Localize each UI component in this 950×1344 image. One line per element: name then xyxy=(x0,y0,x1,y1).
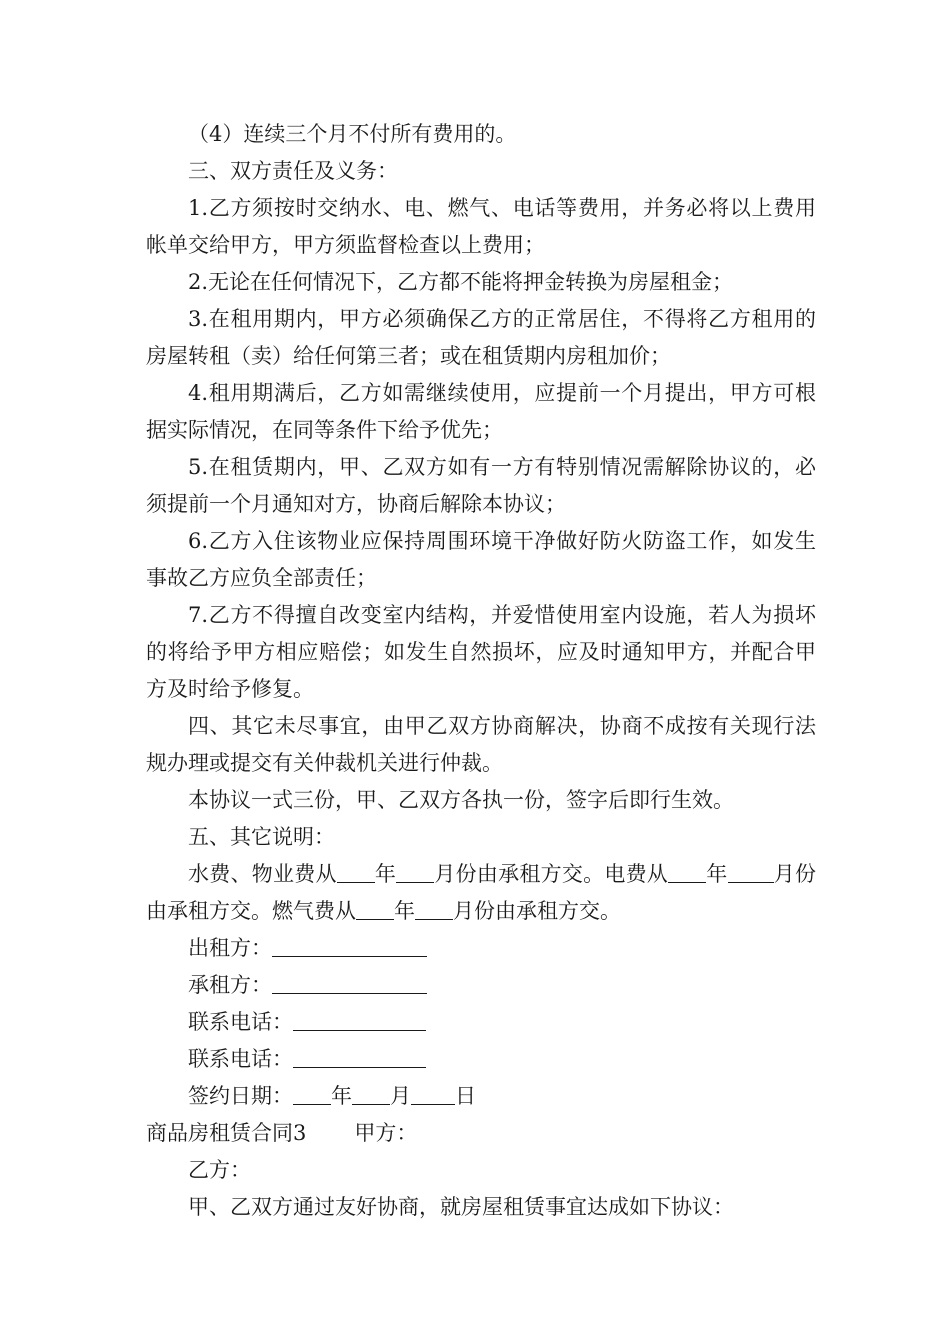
blank-electric-month-part1 xyxy=(728,862,764,883)
date-year-label: 年 xyxy=(331,1084,352,1108)
phone-label-1: 联系电话： xyxy=(188,1010,293,1034)
lessor-blank xyxy=(272,936,427,957)
fees-year-label-2: 年 xyxy=(706,862,728,886)
blank-gas-month xyxy=(415,899,453,920)
phone-blank-1 xyxy=(293,1010,426,1031)
next-contract-party-a: 甲方： xyxy=(354,1121,418,1145)
next-contract-title: 商品房租赁合同3 xyxy=(146,1121,307,1145)
paragraph-duty-2: 2.无论在任何情况下，乙方都不能将押金转换为房屋租金； xyxy=(188,270,734,294)
date-label: 签约日期： xyxy=(188,1084,293,1108)
signature-phone-2 xyxy=(146,1041,816,1078)
fees-year-label: 年 xyxy=(374,862,397,886)
date-year-blank xyxy=(293,1084,331,1105)
phone-label-2: 联系电话： xyxy=(188,1047,293,1071)
fees-month-electric: 月份由承租方交。电费从 xyxy=(434,862,669,886)
blank-electric-month-part2 xyxy=(764,862,774,883)
paragraph-duty-6: 6.乙方入住该物业应保持周围环境干净做好防火防盗工作，如发生事故乙方应负全部责任； xyxy=(146,529,816,590)
signature-phone-1 xyxy=(146,1004,816,1041)
signature-lessee xyxy=(146,967,816,1004)
paragraph-duty-1: 1.乙方须按时交纳水、电、燃气、电话等费用，并务必将以上费用帐单交给甲方，甲方须监督检查以上费用； xyxy=(146,196,816,257)
blank-electric-year xyxy=(668,862,706,883)
paragraph-duty-5: 5.在租赁期内，甲、乙双方如有一方有特别情况需解除协议的，必须提前一个月通知对方，协商后解除本协议； xyxy=(146,455,816,516)
fees-year-label-3: 年 xyxy=(394,899,415,923)
blank-gas-year xyxy=(356,899,394,920)
date-day-blank xyxy=(411,1084,455,1105)
lessee-label: 承租方： xyxy=(188,973,272,997)
paragraph-duty-3: 3.在租用期内，甲方必须确保乙方的正常居住，不得将乙方租用的房屋转租（卖）给任何第三者；或在租赁期内房租加价； xyxy=(146,307,816,368)
paragraph-copies: 本协议一式三份，甲、乙双方各执一份，签字后即行生效。 xyxy=(188,788,734,812)
paragraph-duty-4: 4.租用期满后，乙方如需继续使用，应提前一个月提出，甲方可根据实际情况，在同等条件下给予优先； xyxy=(146,381,816,442)
paragraph-fees xyxy=(146,856,816,930)
next-contract-party-b: 乙方： xyxy=(188,1158,251,1182)
document-body xyxy=(146,116,816,1226)
section-heading-4: 四、其它未尽事宜，由甲乙双方协商解决，协商不成按有关现行法规办理或提交有关仲裁机关进行仲裁。 xyxy=(146,714,816,775)
lessor-label: 出租方： xyxy=(188,936,272,960)
next-contract-intro: 甲、乙双方通过友好协商，就房屋租赁事宜达成如下协议： xyxy=(188,1195,734,1219)
blank-water-month xyxy=(396,862,434,883)
signature-date xyxy=(146,1078,816,1115)
lessee-blank xyxy=(272,973,427,994)
fees-month-gas: 月份由承租方交。燃气费从 xyxy=(146,862,817,923)
blank-water-year xyxy=(337,862,375,883)
date-month-label: 月 xyxy=(390,1084,411,1108)
paragraph-duty-7: 7.乙方不得擅自改变室内结构，并爱惜使用室内设施，若人为损坏的将给予甲方相应赔偿；如发生自然损坏，应及时通知甲方，并配合甲方及时给予修复。 xyxy=(146,603,816,701)
section-heading-3: 三、双方责任及义务： xyxy=(188,159,398,183)
next-contract-heading xyxy=(146,1115,816,1152)
date-day-label: 日 xyxy=(455,1084,476,1108)
fees-month-end: 月份由承租方交。 xyxy=(453,899,621,923)
phone-blank-2 xyxy=(293,1047,426,1068)
date-month-blank xyxy=(352,1084,390,1105)
fees-water-prefix: 水费、物业费从 xyxy=(188,862,337,886)
signature-lessor xyxy=(146,930,816,967)
section-heading-5: 五、其它说明： xyxy=(188,825,335,849)
paragraph-clause-4: （4）连续三个月不付所有费用的。 xyxy=(188,122,517,146)
